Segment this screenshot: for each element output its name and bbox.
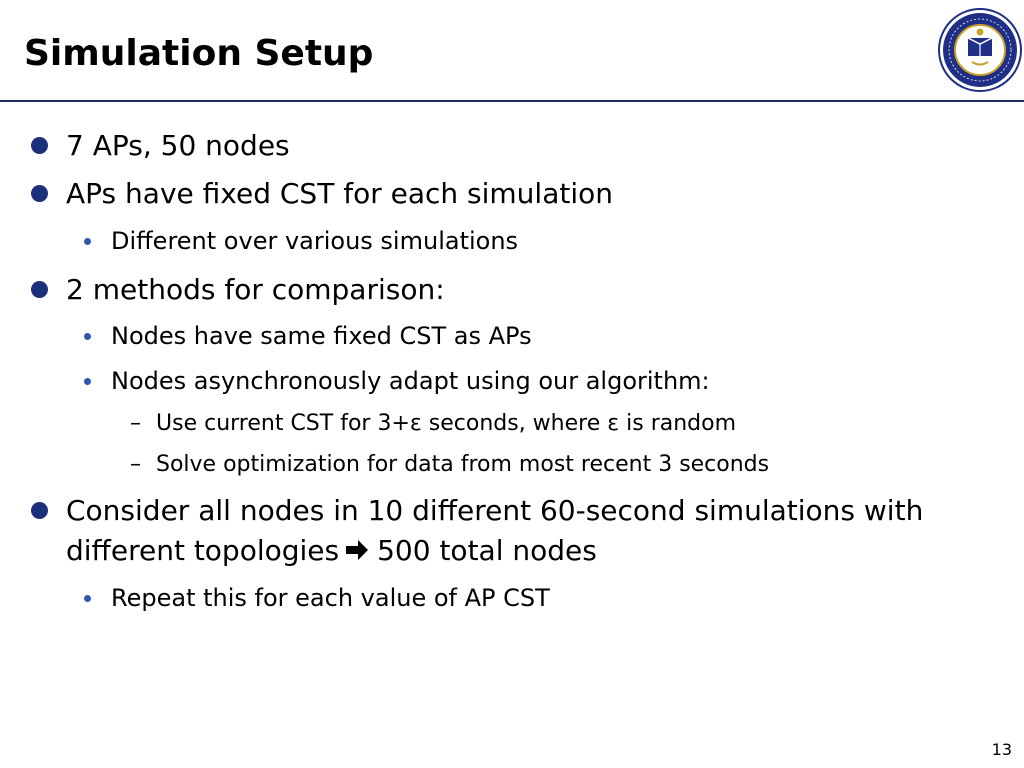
sub-bullet-dot-icon	[84, 595, 91, 602]
sub-bullet-item: Nodes asynchronously adapt using our algorithm:	[111, 367, 710, 395]
bullet-dot-icon	[31, 502, 48, 519]
sub-bullet-item: Different over various simulations	[111, 227, 519, 255]
slide-title: Simulation Setup	[24, 33, 374, 74]
bullet-dot-icon	[31, 185, 48, 202]
bullet-text-part: 500 total nodes	[377, 534, 597, 567]
bullet-item: Consider all nodes in 10 different 60-second simulations with	[66, 494, 924, 527]
page-number: 13	[991, 740, 1012, 759]
bullet-item: APs have fixed CST for each simulation	[66, 177, 613, 210]
bullet-item-continuation	[66, 531, 597, 572]
bullet-item: 7 APs, 50 nodes	[66, 129, 290, 162]
bullet-text-part: different topologies	[66, 534, 340, 567]
sub-bullet-dot-icon	[84, 333, 91, 340]
dash-marker: –	[130, 452, 141, 477]
bullet-dot-icon	[31, 137, 48, 154]
sub-sub-bullet-item: Solve optimization for data from most recent 3 seconds	[156, 452, 770, 477]
bullet-item: 2 methods for comparison:	[66, 273, 445, 306]
sub-bullet-item: Repeat this for each value of AP CST	[111, 584, 550, 612]
bullet-dot-icon	[31, 281, 48, 298]
sub-bullet-dot-icon	[84, 238, 91, 245]
sub-bullet-item: Nodes have same fixed CST as APs	[111, 322, 532, 350]
sub-bullet-dot-icon	[84, 378, 91, 385]
dash-marker: –	[130, 411, 141, 436]
right-arrow-icon	[345, 532, 369, 572]
sub-sub-bullet-item: Use current CST for 3+ε seconds, where ε is random	[156, 411, 737, 436]
